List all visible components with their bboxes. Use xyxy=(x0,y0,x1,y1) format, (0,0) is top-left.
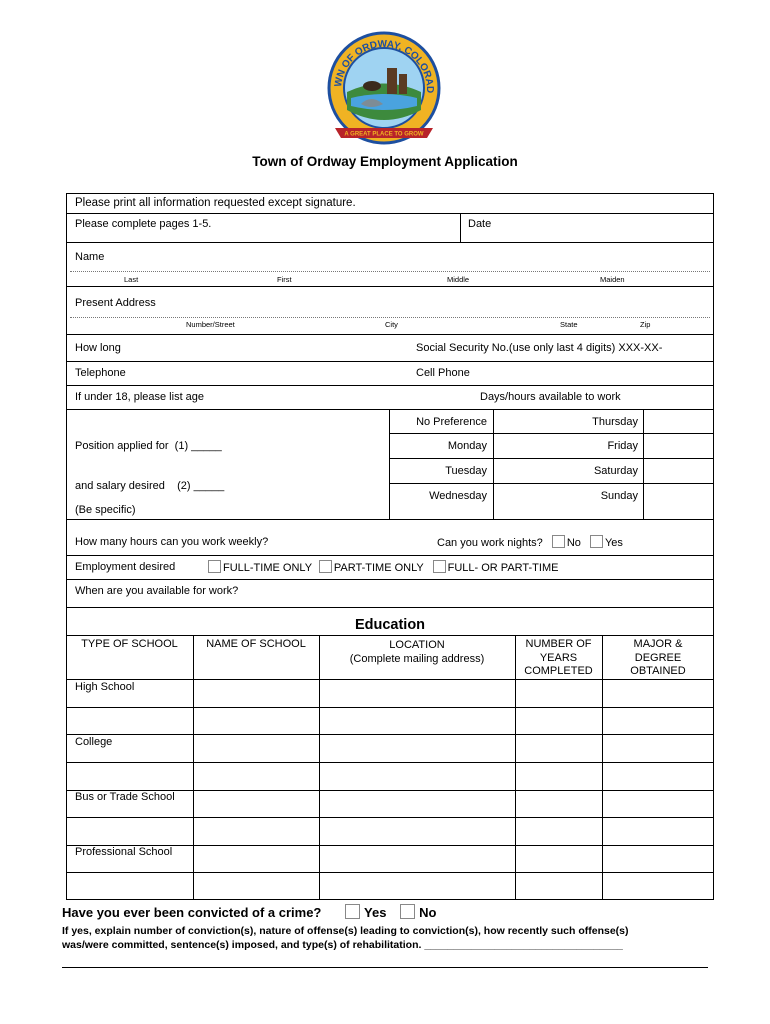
salary-desired-label: and salary desired (2) _____ xyxy=(75,480,225,492)
address-sub-city: City xyxy=(385,320,398,329)
saturday-hours-field[interactable] xyxy=(644,459,713,482)
ssn-label: Social Security No.(use only last 4 digits) XXX-XX- xyxy=(416,342,663,354)
telephone-label: Telephone xyxy=(75,367,126,379)
crime-no-checkbox[interactable] xyxy=(400,904,415,919)
col-type-of-school: TYPE OF SCHOOL xyxy=(81,638,178,650)
cell-phone-label: Cell Phone xyxy=(416,367,470,379)
col-location-line2: (Complete mailing address) xyxy=(349,653,485,665)
education-heading: Education xyxy=(354,617,426,633)
nights-no-label: No xyxy=(566,537,581,549)
day-friday: Friday xyxy=(607,440,638,452)
name-label: Name xyxy=(75,251,105,263)
thursday-hours-field[interactable] xyxy=(644,410,713,432)
instruction-print: Please print all information requested except signature. xyxy=(75,197,356,209)
date-label: Date xyxy=(468,218,492,230)
hours-weekly-label: How many hours can you work weekly? xyxy=(75,536,269,548)
logo-ribbon-text: A GREAT PLACE TO GROW xyxy=(344,131,424,138)
town-seal-logo xyxy=(327,30,442,150)
wednesday-hours-field[interactable] xyxy=(494,484,642,518)
employment-desired-label: Employment desired xyxy=(75,561,176,573)
col-years-line1: NUMBER OF xyxy=(525,638,592,650)
be-specific-label: (Be specific) xyxy=(75,504,136,516)
col-major-line1: MAJOR & xyxy=(633,638,683,650)
nights-question xyxy=(437,535,623,549)
instruction-pages: Please complete pages 1-5. xyxy=(75,218,212,230)
day-saturday: Saturday xyxy=(593,465,638,477)
crime-explain-answer-line[interactable] xyxy=(62,967,708,968)
address-sub-zip: Zip xyxy=(640,320,651,329)
days-hours-label: Days/hours available to work xyxy=(480,391,621,403)
tuesday-hours-field[interactable] xyxy=(494,459,642,482)
how-long-label: How long xyxy=(75,342,121,354)
nights-yes-label: Yes xyxy=(604,537,623,549)
full-or-part-time-label: FULL- OR PART-TIME xyxy=(447,562,559,574)
address-sub-state: State xyxy=(560,320,578,329)
logo-ring-text: WN OF ORDWAY, COLORAD xyxy=(332,38,436,94)
address-label: Present Address xyxy=(75,297,156,309)
day-sunday: Sunday xyxy=(600,490,638,502)
name-sub-last: Last xyxy=(124,275,139,284)
address-field[interactable] xyxy=(160,288,710,316)
name-sub-first: First xyxy=(277,275,292,284)
date-field[interactable] xyxy=(500,214,712,241)
col-name-of-school: NAME OF SCHOOL xyxy=(206,638,306,650)
name-sub-maiden: Maiden xyxy=(600,275,625,284)
col-major-line2: DEGREE xyxy=(634,651,682,664)
row-college: College xyxy=(75,736,113,748)
crime-no-label: No xyxy=(419,905,437,920)
day-wednesday: Wednesday xyxy=(429,490,487,502)
friday-hours-field[interactable] xyxy=(644,434,713,457)
crime-explain-line1: If yes, explain number of conviction(s), nature of offense(s) leading to conviction(s), how recently such offense(s) xyxy=(62,925,629,937)
sunday-hours-field[interactable] xyxy=(644,484,713,518)
when-available-label: When are you available for work? xyxy=(75,585,239,597)
name-sub-middle: Middle xyxy=(447,275,470,284)
day-no-preference: No Preference xyxy=(416,416,487,428)
crime-yes-checkbox[interactable] xyxy=(345,904,360,919)
monday-hours-field[interactable] xyxy=(494,434,642,457)
nights-label: Can you work nights? xyxy=(437,537,543,549)
col-location xyxy=(319,638,515,666)
under-18-label: If under 18, please list age xyxy=(75,391,205,403)
part-time-label: PART-TIME ONLY xyxy=(333,562,424,574)
full-time-label: FULL-TIME ONLY xyxy=(223,562,312,574)
full-or-part-time-checkbox[interactable] xyxy=(433,560,446,573)
col-major xyxy=(602,638,714,679)
nights-no-checkbox[interactable] xyxy=(552,535,565,548)
employment-options xyxy=(208,560,558,574)
col-years xyxy=(515,638,602,679)
crime-explain-line2: was/were committed, sentence(s) imposed, and type(s) of rehabilitation. __________________________________ xyxy=(62,939,623,951)
day-thursday: Thursday xyxy=(592,416,638,428)
nights-yes-checkbox[interactable] xyxy=(590,535,603,548)
full-time-checkbox[interactable] xyxy=(208,560,221,573)
page-title: Town of Ordway Employment Application xyxy=(252,154,518,169)
row-high-school: High School xyxy=(75,681,135,693)
row-bus-trade-school: Bus or Trade School xyxy=(75,791,175,803)
no-preference-hours-field[interactable] xyxy=(494,410,642,432)
col-major-line3: OBTAINED xyxy=(630,665,686,677)
crime-question: Have you ever been convicted of a crime? xyxy=(62,905,322,920)
day-tuesday: Tuesday xyxy=(445,465,487,477)
crime-yes-label: Yes xyxy=(364,905,387,920)
row-professional-school: Professional School xyxy=(75,846,173,858)
address-sub-street: Number/Street xyxy=(186,320,235,329)
position-applied-label: Position applied for (1) _____ xyxy=(75,440,222,452)
col-years-line3: COMPLETED xyxy=(524,665,593,677)
crime-question-row xyxy=(62,904,436,920)
name-field[interactable] xyxy=(110,244,710,270)
col-location-line1: LOCATION xyxy=(389,639,445,651)
col-years-line2: YEARS xyxy=(539,651,578,664)
part-time-checkbox[interactable] xyxy=(319,560,332,573)
day-monday: Monday xyxy=(447,440,487,452)
